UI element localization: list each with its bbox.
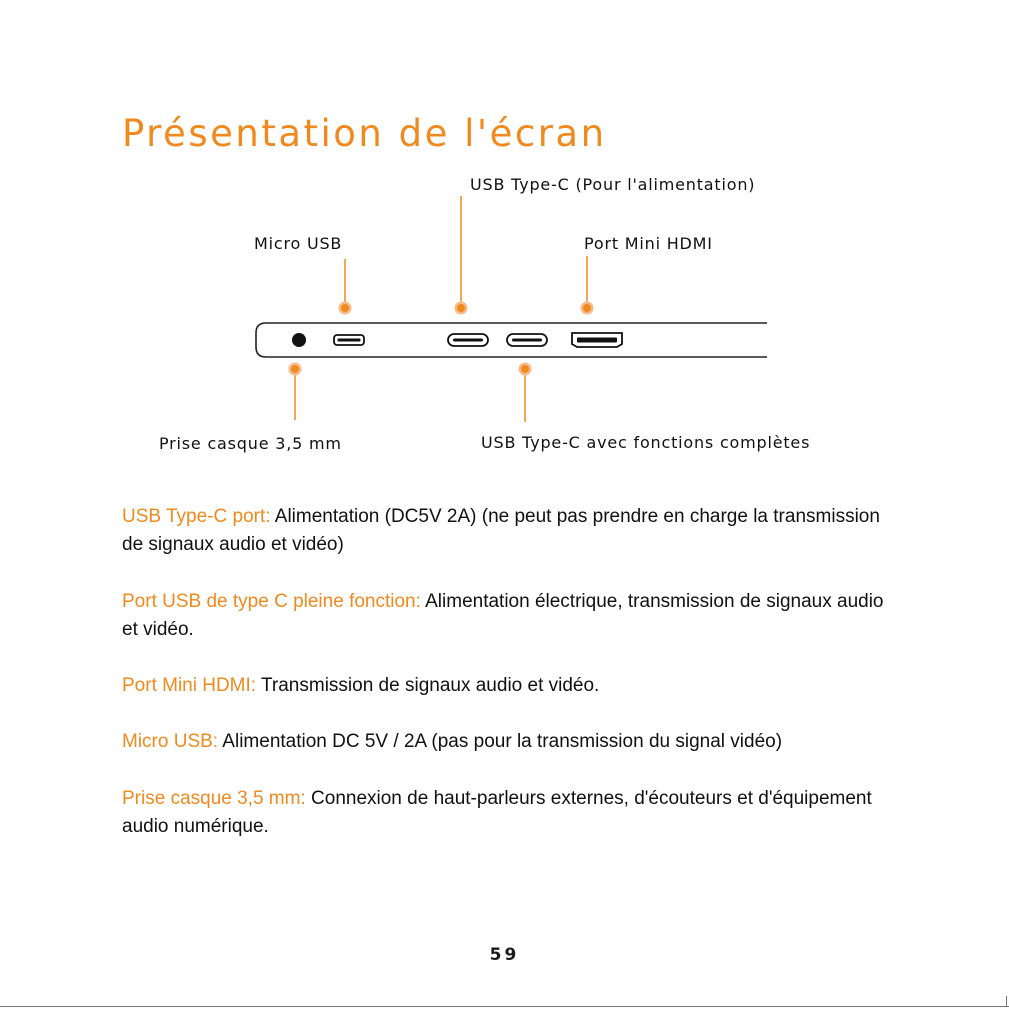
crop-mark: [1006, 996, 1007, 1006]
description-headphone: [122, 785, 892, 841]
usb-c-full-callout-dot: [519, 363, 532, 376]
description-text: Alimentation (DC5V 2A) (ne peut pas prendre en charge la transmission de signaux audio et vidéo): [122, 506, 880, 555]
description-usb-c-full: [122, 588, 892, 644]
page-number: 59: [489, 945, 520, 965]
label-usb-c-power: USB Type-C (Pour l'alimentation): [470, 175, 756, 194]
label-headphone: Prise casque 3,5 mm: [159, 434, 342, 453]
page-title: Présentation de l'écran: [122, 112, 607, 155]
bottom-rule: [0, 1006, 1009, 1007]
description-micro-usb: [122, 728, 982, 756]
label-mini-hdmi: Port Mini HDMI: [584, 234, 713, 253]
description-key: Port USB de type C pleine fonction:: [122, 591, 421, 612]
headphone-callout-dot: [289, 363, 302, 376]
description-text: Connexion de haut-parleurs externes, d'écouteurs et d'équipement audio numérique.: [122, 788, 872, 837]
micro-usb-callout-dot: [339, 302, 352, 315]
label-usb-c-full: USB Type-C avec fonctions complètes: [481, 433, 811, 452]
description-usb-c-power: [122, 503, 882, 559]
description-key: USB Type-C port:: [122, 506, 271, 527]
usb-c-power-callout-dot: [455, 302, 468, 315]
mini-hdmi-callout-dot: [581, 302, 594, 315]
device-side-diagram: [0, 0, 1009, 480]
description-key: Prise casque 3,5 mm:: [122, 788, 306, 809]
description-text: Transmission de signaux audio et vidéo.: [256, 675, 600, 696]
description-key: Port Mini HDMI:: [122, 675, 257, 696]
description-text: Alimentation DC 5V / 2A (pas pour la transmission du signal vidéo): [218, 731, 783, 752]
description-text: Alimentation électrique, transmission de signaux audio et vidéo.: [122, 591, 884, 640]
device-body-outline: [256, 323, 767, 357]
headphone-jack-port: [292, 333, 306, 347]
label-micro-usb: Micro USB: [254, 234, 343, 253]
description-key: Micro USB:: [122, 731, 219, 752]
description-mini-hdmi: [122, 672, 922, 700]
